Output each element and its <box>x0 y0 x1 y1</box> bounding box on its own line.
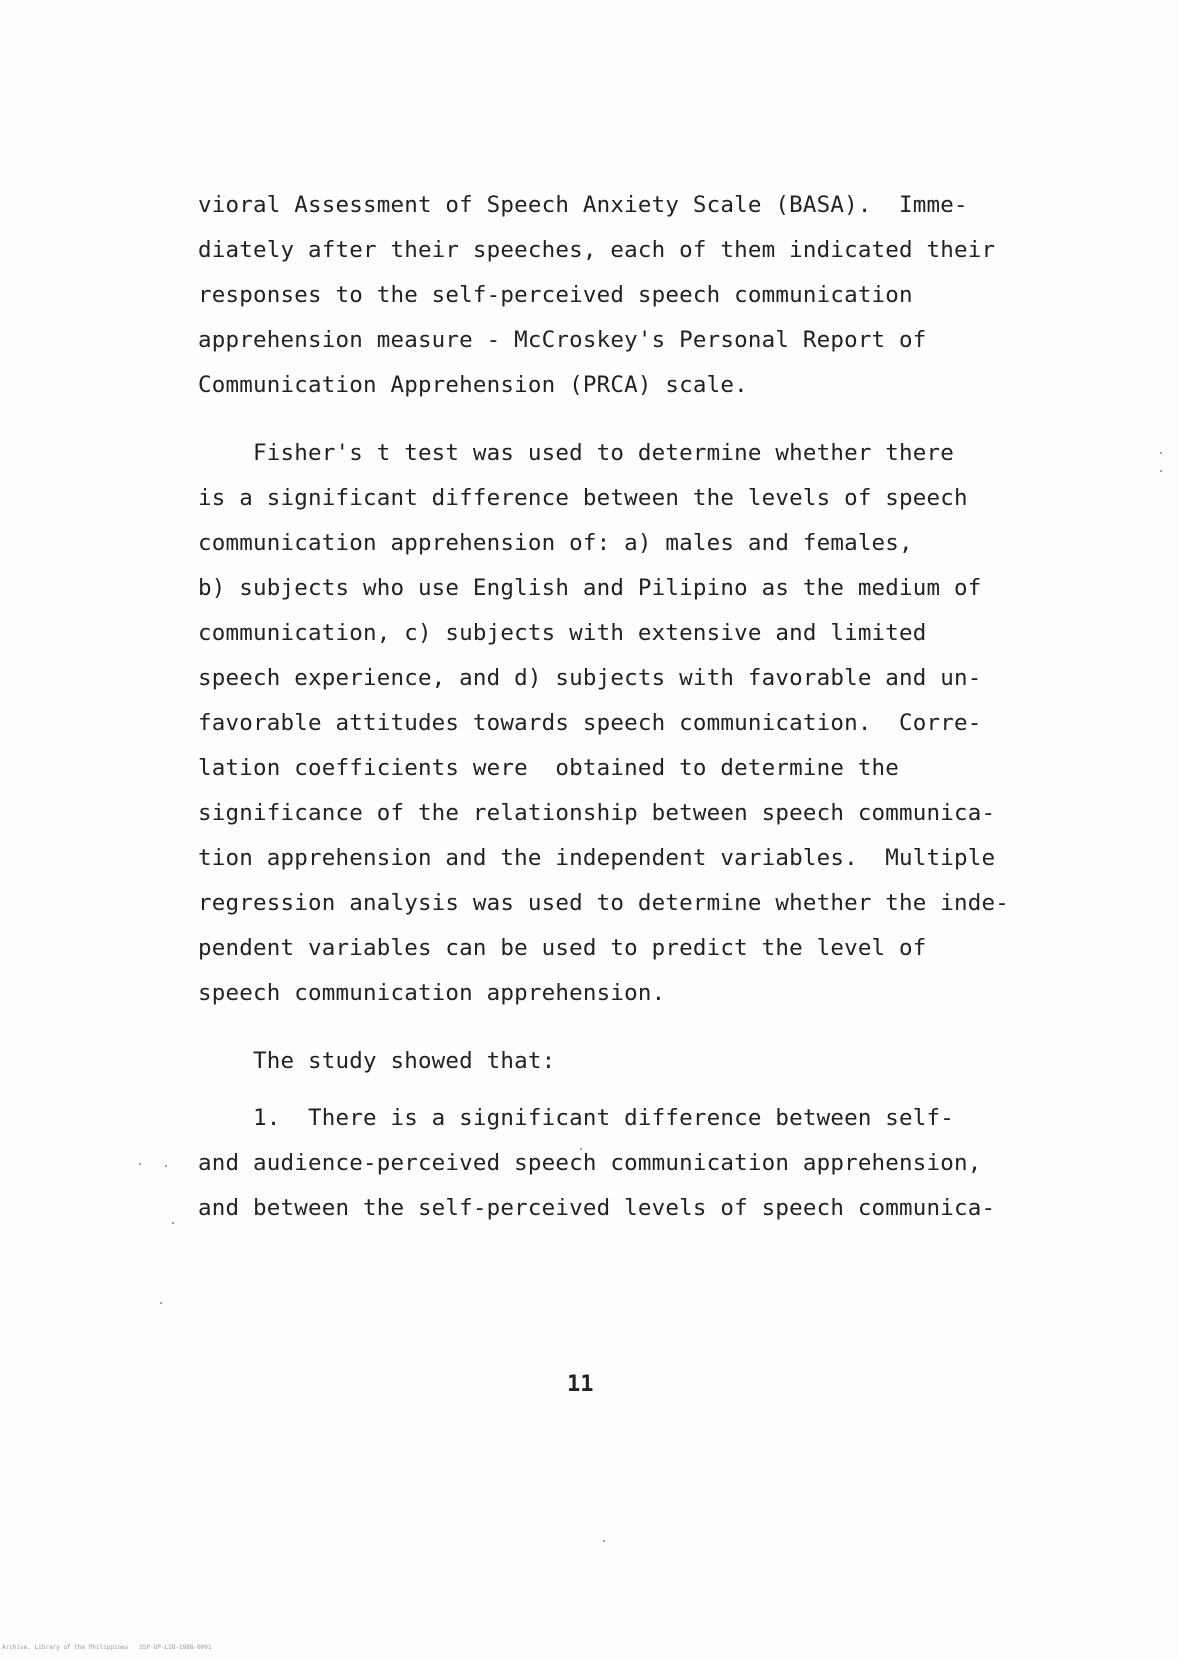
text-line: significance of the relationship between speech communica- <box>198 800 996 826</box>
text-line: communication, c) subjects with extensive and limited <box>198 620 927 646</box>
scan-footer: Archive, Library of the Philippines SSP-UP-LIB-1988-0001 <box>2 1644 212 1651</box>
text-line: regression analysis was used to determine whether the inde- <box>198 890 1010 916</box>
text-line: and audience-perceived speech communication apprehension, <box>198 1150 982 1176</box>
text-line: apprehension measure - McCroskey's Personal Report of <box>198 327 927 353</box>
text-line: speech communication apprehension. <box>198 980 666 1006</box>
text-line: speech experience, and d) subjects with favorable and un- <box>198 665 982 691</box>
page-number: 11 <box>567 1372 594 1397</box>
text-line: tion apprehension and the independent variables. Multiple <box>198 845 996 871</box>
text-line: responses to the self-perceived speech communication <box>198 282 913 308</box>
scan-speck <box>603 1540 605 1542</box>
text-line: lation coefficients were obtained to determine the <box>198 755 900 781</box>
text-line: and between the self-perceived levels of speech communica- <box>198 1195 996 1221</box>
text-line: Communication Apprehension (PRCA) scale. <box>198 372 748 398</box>
text-line: Fisher's t test was used to determine whether there <box>198 440 955 466</box>
text-line: 1. There is a significant difference between self- <box>198 1105 955 1131</box>
scan-speck <box>139 1163 141 1165</box>
text-line: The study showed that: <box>198 1048 556 1074</box>
text-line: communication apprehension of: a) males and females, <box>198 530 913 556</box>
scan-speck <box>1160 470 1162 472</box>
text-line: favorable attitudes towards speech communication. Corre- <box>198 710 982 736</box>
text-line: pendent variables can be used to predict the level of <box>198 935 927 961</box>
text-line: vioral Assessment of Speech Anxiety Scale (BASA). Imme- <box>198 192 968 218</box>
scan-speck <box>160 1302 162 1304</box>
scan-speck <box>1160 452 1162 454</box>
text-line: b) subjects who use English and Pilipino as the medium of <box>198 575 982 601</box>
scan-speck <box>172 1222 174 1224</box>
text-line: diately after their speeches, each of them indicated their <box>198 237 996 263</box>
scan-speck <box>165 1165 167 1167</box>
scan-speck <box>580 1148 582 1150</box>
text-line: is a significant difference between the levels of speech <box>198 485 968 511</box>
